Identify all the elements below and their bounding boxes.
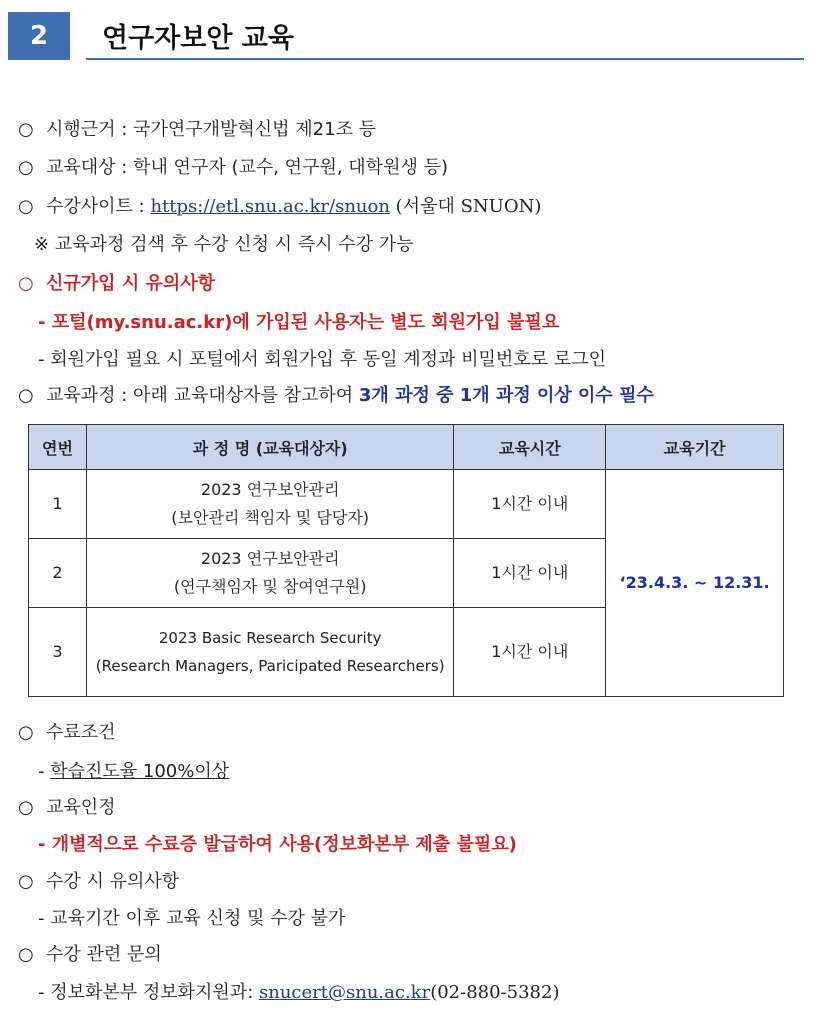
item-recognition: ○ 교육인정 bbox=[18, 795, 116, 821]
course-target: (보안관리 책임자 및 담당자) bbox=[171, 508, 370, 527]
item-signup-2: - 회원가입 필요 시 포털에서 회원가입 후 동일 계정과 비밀번호로 로그인 bbox=[38, 349, 606, 370]
row-course bbox=[86, 470, 454, 539]
course-table bbox=[28, 424, 784, 697]
section-header bbox=[8, 12, 808, 62]
item-inquiry: ○ 수강 관련 문의 bbox=[18, 942, 162, 968]
contact-email-link[interactable]: snucert@snu.ac.kr bbox=[259, 982, 431, 1003]
item-basis: ○ 시행근거 : 국가연구개발혁신법 제21조 등 bbox=[18, 117, 376, 143]
course-target: (연구책임자 및 참여연구원) bbox=[173, 577, 367, 596]
header-time: 교육시간 bbox=[454, 425, 606, 470]
item-inquiry-detail: - 정보화본부 정보화지원과: snucert@snu.ac.kr(02-880-5382) bbox=[38, 982, 560, 1003]
table-row bbox=[29, 470, 784, 539]
circle-bullet-icon: ○ bbox=[18, 385, 34, 406]
row-no: 3 bbox=[29, 608, 87, 697]
header-no: 연번 bbox=[29, 425, 87, 470]
row-no: 2 bbox=[29, 539, 87, 608]
course-target: (Research Managers, Paricipated Researchers) bbox=[95, 657, 445, 675]
row-time: 1시간 이내 bbox=[454, 539, 606, 608]
circle-bullet-icon: ○ bbox=[18, 944, 34, 965]
site-link[interactable]: https://etl.snu.ac.kr/snuon bbox=[150, 196, 390, 217]
item-completion: ○ 수료조건 bbox=[18, 720, 116, 746]
section-number-badge: 2 bbox=[8, 12, 70, 60]
section-title: 연구자보안 교육 bbox=[102, 23, 294, 54]
header-period: 교육기간 bbox=[606, 425, 784, 470]
item-signup-1: - 포털(my.snu.ac.kr)에 가입된 사용자는 별도 회원가입 불필요 bbox=[38, 312, 560, 333]
title-underline bbox=[86, 58, 804, 60]
circle-bullet-icon: ○ bbox=[18, 871, 34, 892]
circle-bullet-icon: ○ bbox=[18, 273, 34, 294]
item-caution: ○ 수강 시 유의사항 bbox=[18, 869, 179, 895]
item-site: ○ 수강사이트 : https://etl.snu.ac.kr/snuon (서울대 SNUON) bbox=[18, 194, 541, 220]
circle-bullet-icon: ○ bbox=[18, 157, 34, 178]
education-period: ‘23.4.3. ~ 12.31. bbox=[606, 470, 784, 697]
row-course bbox=[86, 539, 454, 608]
item-note: ※ 교육과정 검색 후 수강 신청 시 즉시 수강 가능 bbox=[34, 234, 414, 255]
circle-bullet-icon: ○ bbox=[18, 797, 34, 818]
course-requirement: 3개 과정 중 1개 과정 이상 이수 필수 bbox=[358, 385, 654, 406]
course-name: 2023 Basic Research Security bbox=[158, 629, 382, 647]
item-caution-detail: - 교육기간 이후 교육 신청 및 수강 불가 bbox=[38, 908, 346, 929]
header-name: 과 정 명 (교육대상자) bbox=[86, 425, 454, 470]
row-no: 1 bbox=[29, 470, 87, 539]
row-course bbox=[86, 608, 454, 697]
item-signup-title: ○ 신규가입 시 유의사항 bbox=[18, 271, 215, 297]
circle-bullet-icon: ○ bbox=[18, 196, 34, 217]
item-recognition-detail: - 개별적으로 수료증 발급하여 사용(정보화본부 제출 불필요) bbox=[38, 834, 517, 855]
row-time: 1시간 이내 bbox=[454, 470, 606, 539]
table-header-row bbox=[29, 425, 784, 470]
course-name: 2023 연구보안관리 bbox=[200, 480, 340, 499]
item-target: ○ 교육대상 : 학내 연구자 (교수, 연구원, 대학원생 등) bbox=[18, 155, 448, 181]
item-course: ○ 교육과정 : 아래 교육대상자를 참고하여 3개 과정 중 1개 과정 이상 이수 필수 bbox=[18, 383, 654, 409]
item-completion-detail: - 학습진도율 100%이상 bbox=[38, 761, 230, 782]
course-name: 2023 연구보안관리 bbox=[200, 549, 340, 568]
circle-bullet-icon: ○ bbox=[18, 722, 34, 743]
circle-bullet-icon: ○ bbox=[18, 119, 34, 140]
row-time: 1시간 이내 bbox=[454, 608, 606, 697]
